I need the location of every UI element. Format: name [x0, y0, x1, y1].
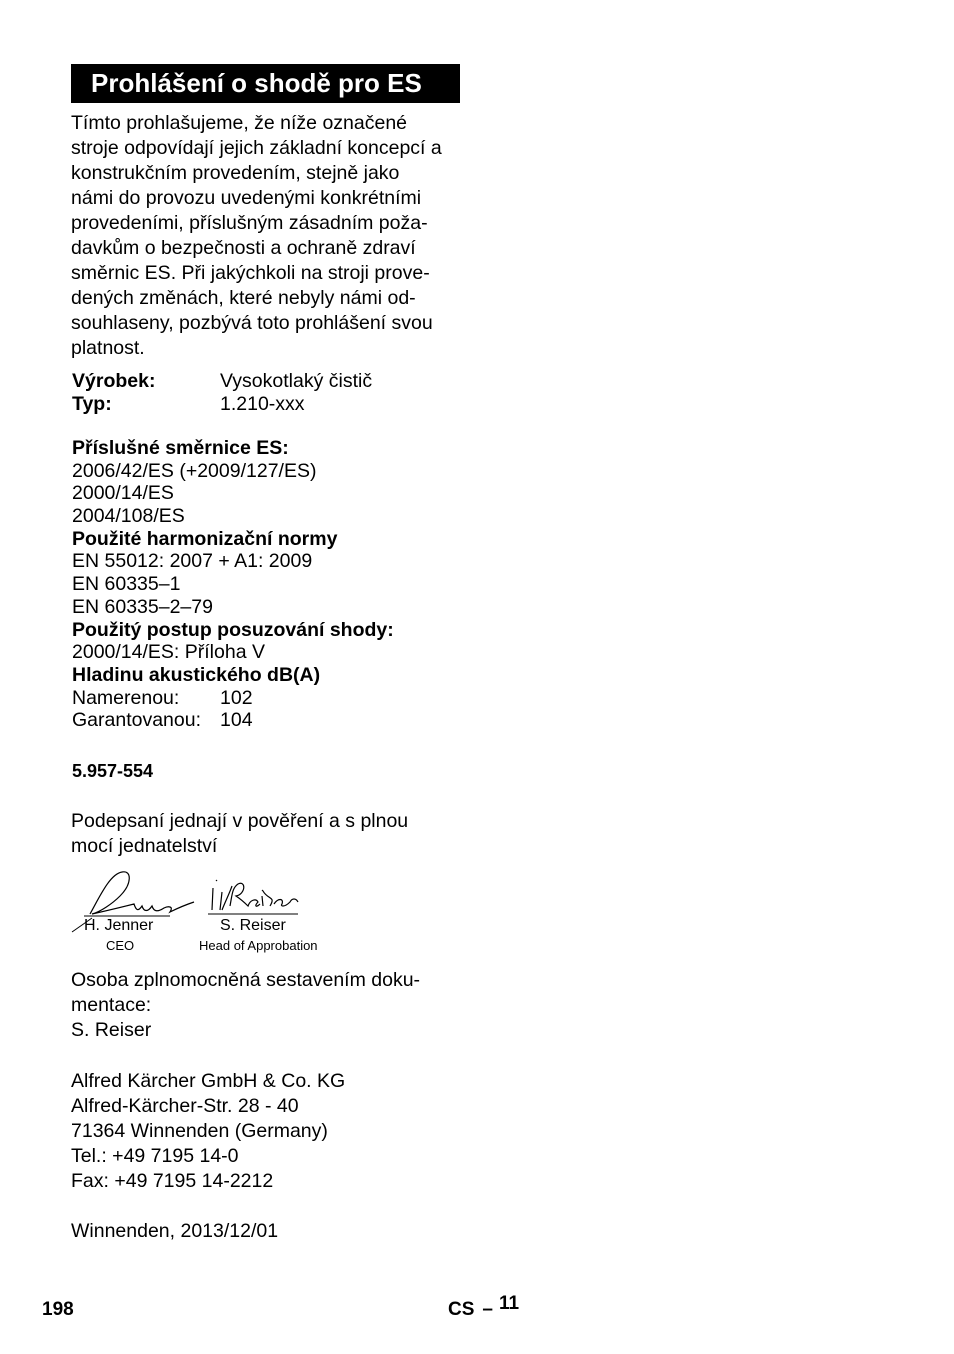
guaranteed-label: Garantovanou:: [72, 709, 202, 732]
signer-role: Head of Approbation: [199, 938, 318, 953]
intro-line: námi do provozu uvedenými konkrétními: [71, 187, 422, 209]
document-number: 5.957-554: [72, 761, 154, 781]
assessment-heading: Použitý postup posuzování shody:: [72, 618, 394, 641]
signer-role: CEO: [106, 938, 135, 953]
standard-item: EN 60335–2–79: [72, 595, 213, 618]
address-line: 71364 Winnenden (Germany): [71, 1120, 328, 1142]
intro-line: stroje odpovídají jejich základní koncepcí a: [71, 137, 442, 159]
intro-line: směrnic ES. Při jakýchkoli na stroji prove-: [71, 262, 430, 284]
measured-label: Namerenou:: [72, 686, 180, 709]
standard-item: EN 55012: 2007 + A1: 2009: [72, 550, 313, 573]
language-section: [448, 1293, 520, 1321]
address-line: Tel.: +49 7195 14-0: [71, 1145, 239, 1167]
address-line: Alfred-Kärcher-Str. 28 - 40: [71, 1095, 299, 1117]
intro-line: davkům o bezpečnosti a ochraně zdraví: [71, 237, 416, 259]
directive-item: 2000/14/ES: [72, 482, 174, 505]
directive-item: 2004/108/ES: [72, 505, 185, 528]
authorized-line: S. Reiser: [71, 1019, 152, 1041]
measured-value: 102: [220, 686, 253, 709]
authorized-line: Osoba zplnomocněná sestavením doku-: [71, 969, 421, 991]
type-label: Typ:: [72, 392, 112, 415]
signed-statement: [71, 809, 408, 859]
signature-block: [70, 866, 340, 956]
intro-line: dených změnách, které nebyly námi od-: [71, 287, 416, 309]
page-title: Prohlášení o shodě pro ES: [71, 64, 460, 103]
intro-paragraph: [71, 111, 466, 361]
language-code: CS: [448, 1299, 475, 1320]
section-page: 11: [498, 1293, 520, 1314]
product-value: Vysokotlaký čistič: [220, 370, 373, 392]
intro-line: provedeními, příslušným zásadním poža-: [71, 212, 428, 234]
compliance-section: [72, 437, 394, 732]
signed-line: mocí jednatelství: [71, 835, 218, 857]
address-line: Alfred Kärcher GmbH & Co. KG: [71, 1070, 346, 1092]
signer-name: S. Reiser: [220, 917, 286, 934]
product-label: Výrobek:: [72, 370, 156, 392]
authorized-person: [71, 968, 420, 1043]
intro-line: souhlaseny, pozbývá toto prohlášení svou: [71, 312, 433, 334]
assessment-value: 2000/14/ES: Příloha V: [72, 641, 265, 664]
authorized-line: mentace:: [71, 994, 152, 1016]
directive-item: 2006/42/ES (+2009/127/ES): [72, 459, 317, 482]
standard-item: EN 60335–1: [72, 573, 181, 596]
directives-heading: Příslušné směrnice ES:: [72, 437, 289, 459]
guaranteed-value: 104: [220, 709, 253, 732]
intro-line: platnost.: [71, 337, 145, 359]
standards-heading: Použité harmonizační normy: [72, 527, 338, 550]
signed-line: Podepsaní jednají v pověření a s plnou: [71, 810, 409, 832]
signer-name: H. Jenner: [84, 917, 154, 934]
noise-heading: Hladinu akustického dB(A): [72, 663, 321, 686]
page-number: 198: [42, 1299, 74, 1320]
intro-line: Tímto prohlašujeme, že níže označené: [71, 112, 408, 134]
intro-line: konstrukčním provedením, stejně jako: [71, 162, 400, 184]
separator-dash: –: [482, 1299, 493, 1320]
address-line: Fax: +49 7195 14-2212: [71, 1170, 274, 1192]
place-date: Winnenden, 2013/12/01: [71, 1220, 279, 1242]
company-address: [71, 1069, 345, 1194]
type-value: 1.210-xxx: [220, 392, 305, 415]
